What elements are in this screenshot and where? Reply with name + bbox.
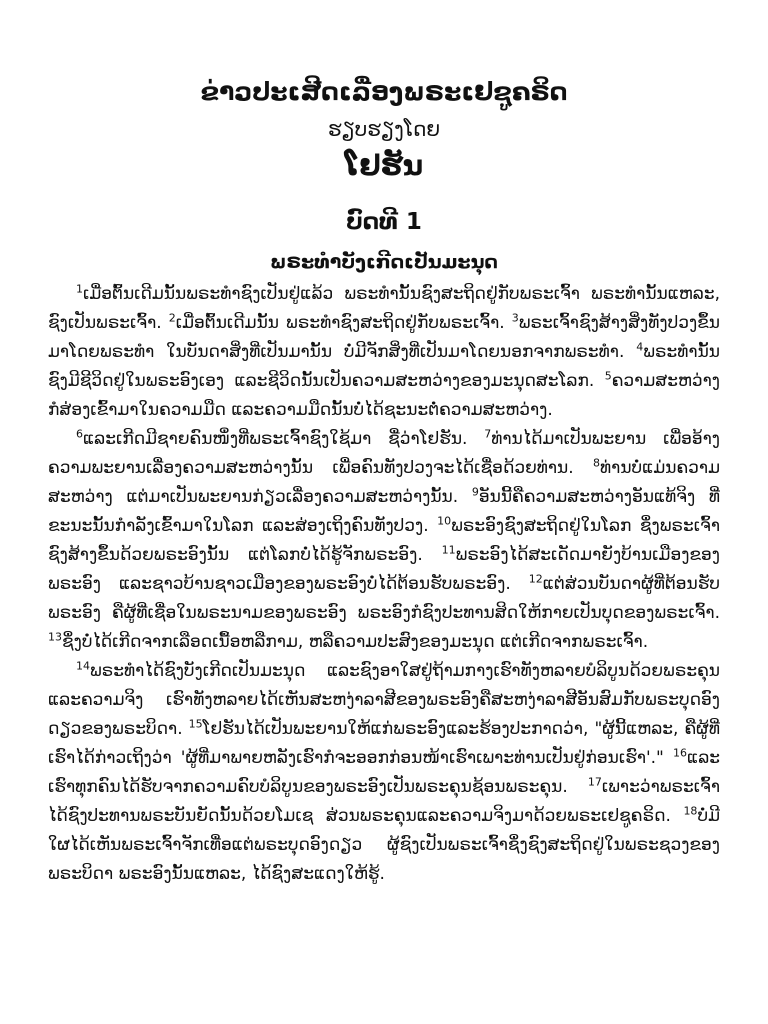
- verse-number: 5: [604, 369, 612, 383]
- section-heading: ພຣະທຳບັງເກີດເປັນມະນຸດ: [270, 251, 498, 273]
- verse-text: ແລະເກີດມີຊາຍຄົນໜຶ່ງທີ່ພຣະເຈົ້າຊົງໃຊ້ມາ ຊື່ວ່າໂຢຮັນ.: [83, 429, 485, 449]
- verse-number: 15: [188, 717, 203, 731]
- verse-text: ບໍ່ມີໃຜໄດ້ເຫັນພຣະເຈົ້າຈັກເທື່ອແຕ່ພຣະບຸດອົງດຽວ ຜູ້ຊົງເປັນພຣະເຈົ້າຊຶ່ງຊົງສະຖິດຢູ່ໃນພຣະຊວງຂອງພຣະບິດາ ພຣະອົງນັ້ນແຫລະ, ໄດ້ຊົງສະແດງໃຫ້ຮູ້.: [48, 806, 720, 884]
- verse-number: 6: [76, 427, 83, 441]
- verse-text: ແຕ່ສ່ວນບັນດາຜູ້ທີ່ຕ້ອນຮັບພຣະອົງ ຄືຜູ້ທີ່ເຊື່ອໃນພຣະນາມຂອງພຣະອົງ ພຣະອົງກໍຊົງປະທານສິດໃຫ້ກາຍເປັນບຸດຂອງພຣະເຈົ້າ.: [48, 574, 720, 623]
- verse-number: 11: [441, 543, 456, 557]
- verse-number: 13: [48, 630, 62, 644]
- verse-text: ພຣະອົງໄດ້ສະເດັດມາຍັງບ້ານເມືອງຂອງພຣະອົງ ແລະຊາວບ້ານຊາວເມືອງຂອງພຣະອົງບໍ່ໄດ້ຕ້ອນຮັບພຣະອົງ.: [48, 545, 720, 594]
- paragraph: [48, 280, 720, 425]
- verse-number: 7: [484, 427, 492, 441]
- verse-number: 4: [636, 340, 644, 354]
- document-header: [48, 72, 720, 186]
- verse-text: ເມື່ອຕົ້ນເດີມນັ້ນ ພຣະທຳຊົງສະຖິດຢູ່ກັບພຣະເຈົ້າ.: [175, 313, 512, 333]
- verse-text: ເພາະວ່າພຣະເຈົ້າໄດ້ຊົງປະທານພຣະບັນຍັດນັ້ນດ້ວຍໂມເຊ ສ່ວນພຣະຄຸນແລະຄວາມຈິງມາດ້ວຍພຣະເຢຊູຄຣິດ.: [48, 777, 720, 826]
- book-author: ໂຢຮັນ: [344, 149, 424, 182]
- book-title: ຂ່າວປະເສີດເລື່ອງພຣະເຢຊູຄຣິດ: [200, 77, 568, 106]
- paragraph: [48, 657, 720, 889]
- verse-text: ຊຶ່ງບໍ່ໄດ້ເກີດຈາກເລືອດເນື້ອຫລືກາມ, ຫລືຄວາມປະສົງຂອງມະນຸດ ແຕ່ເກີດຈາກພຣະເຈົ້າ.: [62, 632, 649, 652]
- verse-number: 9: [471, 485, 479, 499]
- paragraph: [48, 425, 720, 657]
- verse-number: 17: [587, 775, 602, 789]
- verse-text: ພຣະອົງຊົງສະຖິດຢູ່ໃນໂລກ ຊຶ່ງພຣະເຈົ້າຊົງສ້າງຂຶ້ນດ້ວຍພຣະອົງນັ້ນ ແຕ່ໂລກບໍ່ໄດ້ຮູ້ຈັກພຣະອົງ.: [48, 516, 720, 565]
- verse-number: 14: [76, 659, 90, 673]
- book-subtitle: ຮຽບຮຽງໂດຍ: [327, 117, 441, 141]
- verse-text: ພຣະເຈົ້າຊົງສ້າງສິ່ງທັງປວງຂຶ້ນມາໂດຍພຣະທຳ ໃນບັນດາສິ່ງທີ່ເປັນມານັ້ນ ບໍ່ມີຈັກສິ່ງທີ່ເປັນມາໂດຍນອກຈາກພຣະທຳ.: [48, 313, 720, 362]
- verse-number: 12: [528, 572, 543, 586]
- verse-number: 10: [437, 514, 452, 528]
- verse-text: ແລະເຮົາທຸກຄົນໄດ້ຮັບຈາກຄວາມຄົບບໍລິບູນຂອງພຣະອົງເປັນພຣະຄຸນຊ້ອນພຣະຄຸນ.: [48, 748, 720, 797]
- verse-number: 16: [673, 746, 688, 760]
- verse-text: ພຣະທຳໄດ້ຊົງບັງເກີດເປັນມະນຸດ ແລະຊົງອາໃສຢູ່ຖ້າມກາງເຮົາທັງຫລາຍບໍລິບູນດ້ວຍພຣະຄຸນແລະຄວາມຈິງ ເຮົາທັງຫລາຍໄດ້ເຫັນສະຫງ່າລາສີຂອງພຣະອົງຄືສະຫງ່າລາສີອັນສົມກັບພຣະບຸດອົງດຽວຂອງພຣະບິດາ.: [48, 661, 720, 739]
- verse-number: 1: [76, 282, 83, 296]
- body-text: [48, 280, 720, 889]
- verse-text: ໂຢຮັນໄດ້ເປັນພະຍານໃຫ້ແກ່ພຣະອົງແລະຮ້ອງປະກາດວ່າ, "ຜູ້ນີ້ແຫລະ, ຄືຜູ້ທີ່ເຮົາໄດ້ກ່າວເຖິງວ່າ 'ຜູ້ທີ່ມາພາຍຫລັງເຮົາກໍຈະອອກກ່ອນໜ້າເຮົາເພາະທ່ານເປັນຢູ່ກ່ອນເຮົາ'.": [48, 719, 720, 768]
- verse-number: 18: [683, 804, 698, 818]
- verse-text: ຄວາມສະຫວ່າງກໍສ່ອງເຂົ້າມາໃນຄວາມມືດ ແລະຄວາມມືດນັ້ນບໍ່ໄດ້ຊະນະຕໍ່ຄວາມສະຫວ່າງ.: [48, 371, 720, 420]
- chapter-heading: ບົດທີ 1: [346, 209, 422, 235]
- verse-text: ອັນນີ້ຄືຄວາມສະຫວ່າງອັນແທ້ຈິງ ທີ່ຂະນະນັ້ນກຳລັງເຂົ້າມາໃນໂລກ ແລະສ່ອງເຖິງຄົນທັງປວງ.: [48, 487, 720, 536]
- document-page: [48, 72, 720, 889]
- verse-text: ເມື່ອຕົ້ນເດີມນັ້ນພຣະທຳຊົງເປັນຢູ່ແລ້ວ ພຣະທຳນັ້ນຊົງສະຖິດຢູ່ກັບພຣະເຈົ້າ ພຣະທຳນັ້ນແຫລະ, ຊົງເປັນພຣະເຈົ້າ.: [48, 284, 720, 333]
- verse-text: ທ່ານໄດ້ມາເປັນພະຍານ ເພື່ອອ້າງຄວາມພະຍານເລື່ອງຄວາມສະຫວ່າງນັ້ນ ເພື່ອຄົນທັງປວງຈະໄດ້ເຊື່ອດ້ວຍທ່ານ.: [48, 429, 720, 478]
- verse-number: 3: [511, 311, 519, 325]
- verse-number: 8: [593, 456, 601, 470]
- verse-text: ພຣະທຳນັ້ນຊົງມີຊີວິດຢູ່ໃນພຣະອົງເອງ ແລະຊີວິດນັ້ນເປັນຄວາມສະຫວ່າງຂອງມະນຸດສະໂລກ.: [48, 342, 720, 391]
- verse-number: 2: [168, 311, 176, 325]
- verse-text: ທ່ານບໍ່ແມ່ນຄວາມສະຫວ່າງ ແຕ່ມາເປັນພະຍານກ່ຽວເລື່ອງຄວາມສະຫວ່າງນັ້ນ.: [48, 458, 720, 507]
